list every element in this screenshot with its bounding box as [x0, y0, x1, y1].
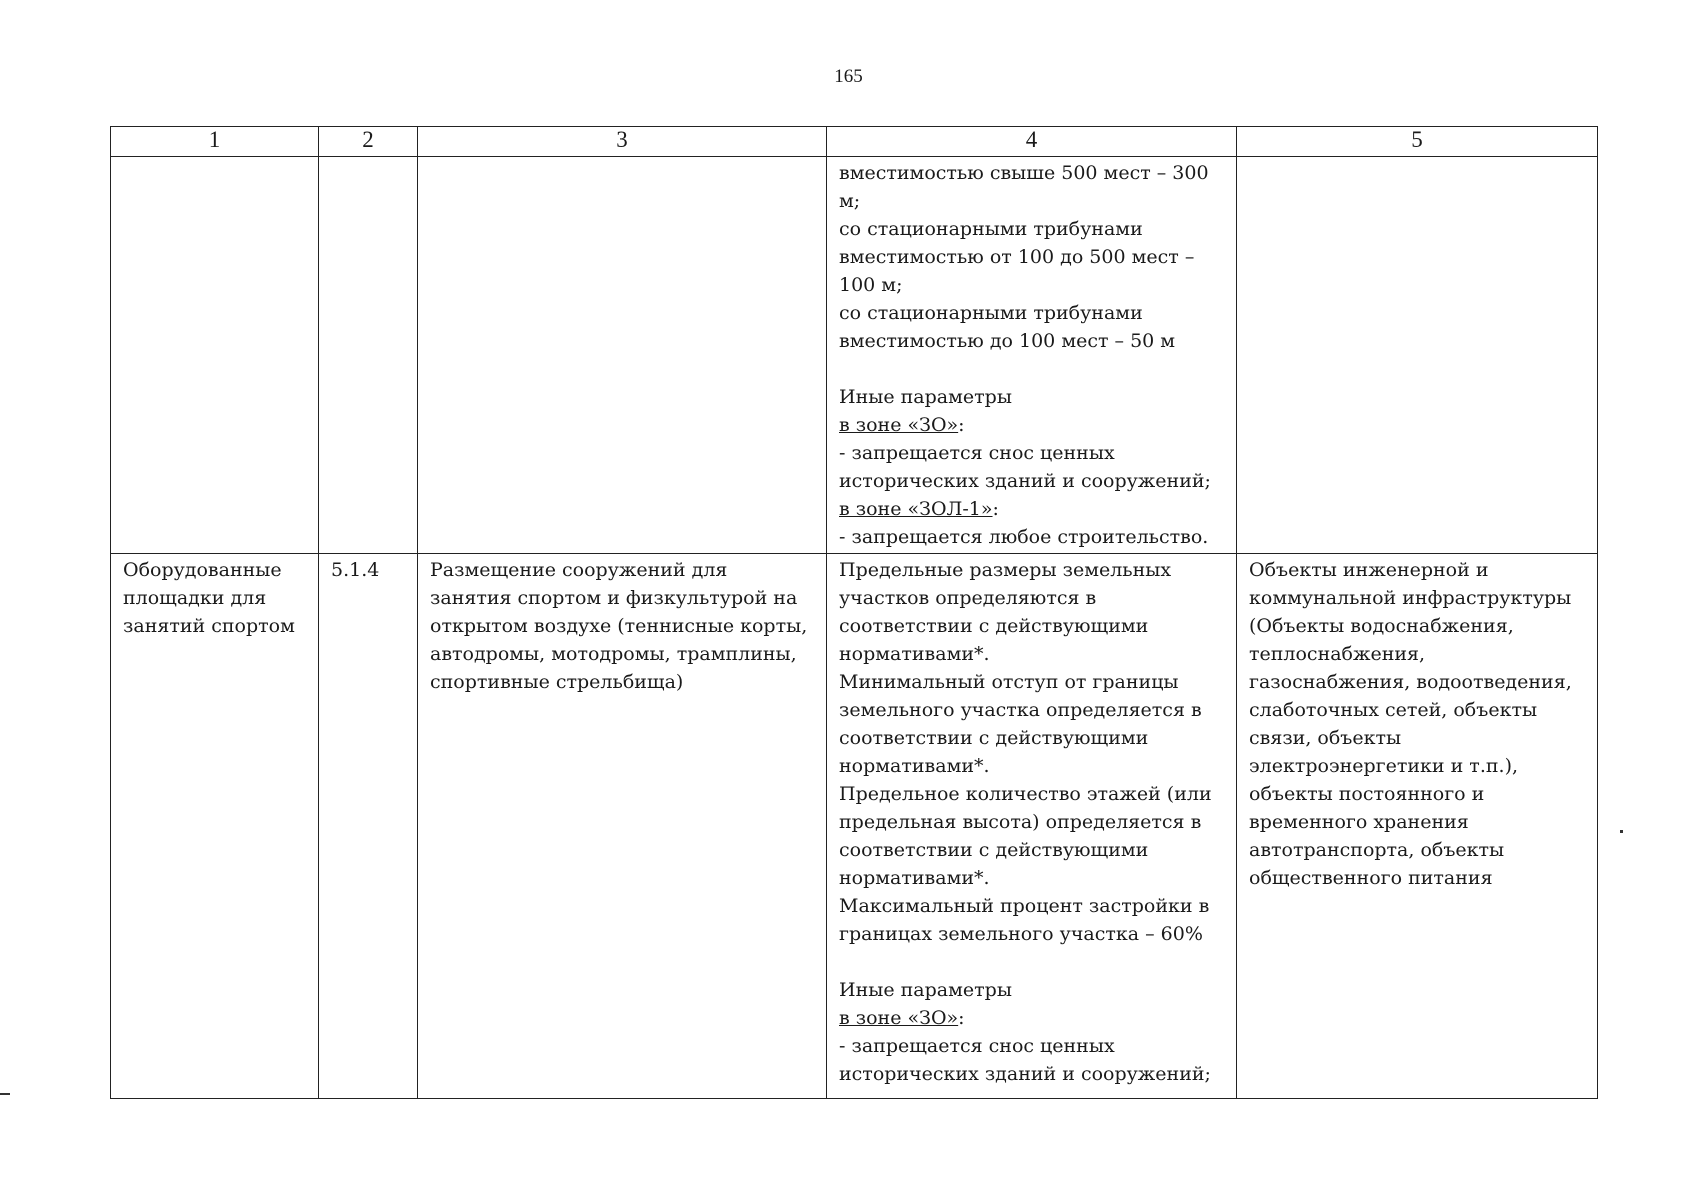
- scan-edge-mark-left: [0, 1093, 10, 1095]
- param-line: 100 м;: [839, 274, 903, 296]
- scan-edge-mark-right: [1620, 830, 1623, 833]
- param-line: Предельное количество этажей (или: [839, 783, 1212, 805]
- row1-cell-code: [319, 157, 418, 554]
- row1-cell-description: [418, 157, 827, 554]
- row1-cell-use-type: [111, 157, 319, 554]
- zone-zo-colon: :: [958, 1007, 965, 1029]
- param-line: соответствии с действующими: [839, 839, 1149, 861]
- param-line: нормативами*.: [839, 867, 990, 889]
- param-line: вместимостью свыше 500 мест – 300: [839, 162, 1209, 184]
- param-line: со стационарными трибунами: [839, 302, 1143, 324]
- zone-zo-colon: :: [958, 414, 965, 436]
- other-params-heading: Иные параметры: [839, 979, 1012, 1001]
- param-line: соответствии с действующими: [839, 615, 1149, 637]
- param-line: Минимальный отступ от границы: [839, 671, 1179, 693]
- param-line: нормативами*.: [839, 643, 990, 665]
- param-line: м;: [839, 190, 861, 212]
- param-line: предельная высота) определяется в: [839, 811, 1202, 833]
- restriction-line: - запрещается снос ценных: [839, 442, 1115, 464]
- column-header-4: 4: [827, 127, 1237, 157]
- restriction-line: исторических зданий и сооружений;: [839, 470, 1211, 492]
- zone-zo-label: в зоне «ЗО»: [839, 1007, 959, 1029]
- param-line: со стационарными трибунами: [839, 218, 1143, 240]
- column-header-5: 5: [1237, 127, 1598, 157]
- row2-cell-auxiliary-uses: Объекты инженерной и коммунальной инфраструктуры (Объекты водоснабжения, теплоснабжения, газоснабжения, водоотведения, слаботочных сетей, объекты связи, объекты электроэнергетики и т.п.), объекты постоянного и временного хранения автотранспорта, объекты общественного питания: [1237, 554, 1598, 1099]
- land-use-table: [110, 126, 1598, 1099]
- zone-zol-colon: :: [992, 498, 999, 520]
- param-line: Предельные размеры земельных: [839, 559, 1172, 581]
- row1-cell-auxiliary-uses: [1237, 157, 1598, 554]
- page-number: 165: [834, 66, 863, 87]
- param-line: Максимальный процент застройки в: [839, 895, 1210, 917]
- table-header-row: [111, 127, 1598, 157]
- row1-cell-parameters: [827, 157, 1237, 554]
- zone-zol-label: в зоне «ЗОЛ-1»: [839, 498, 993, 520]
- other-params-heading: Иные параметры: [839, 386, 1012, 408]
- param-line: земельного участка определяется в: [839, 699, 1202, 721]
- param-line: участков определяются в: [839, 587, 1097, 609]
- paragraph-gap: [839, 355, 1224, 383]
- table-row-continuation: [111, 157, 1598, 554]
- paragraph-gap: [839, 948, 1224, 976]
- zone-zol-line: [839, 495, 1224, 523]
- column-header-1: 1: [111, 127, 319, 157]
- param-line: нормативами*.: [839, 755, 990, 777]
- table-row-sports-grounds: [111, 554, 1598, 1099]
- param-line: соответствии с действующими: [839, 727, 1149, 749]
- zone-zo-line: [839, 1004, 1224, 1032]
- restriction-line: исторических зданий и сооружений;: [839, 1063, 1211, 1085]
- restriction-line: - запрещается любое строительство.: [839, 526, 1209, 548]
- row2-cell-code: 5.1.4: [319, 554, 418, 1099]
- zone-zo-label: в зоне «ЗО»: [839, 414, 959, 436]
- row2-cell-use-type: Оборудованные площадки для занятий спортом: [111, 554, 319, 1099]
- column-header-2: 2: [319, 127, 418, 157]
- restriction-line: - запрещается снос ценных: [839, 1035, 1115, 1057]
- param-line: границах земельного участка – 60%: [839, 923, 1203, 945]
- param-line: вместимостью до 100 мест – 50 м: [839, 330, 1176, 352]
- row2-cell-parameters: [827, 554, 1237, 1099]
- column-header-3: 3: [418, 127, 827, 157]
- param-line: вместимостью от 100 до 500 мест –: [839, 246, 1195, 268]
- zone-zo-line: [839, 411, 1224, 439]
- row2-cell-description: Размещение сооружений для занятия спортом и физкультурой на открытом воздухе (теннисные корты, автодромы, мотодромы, трамплины, спортивные стрельбища): [418, 554, 827, 1099]
